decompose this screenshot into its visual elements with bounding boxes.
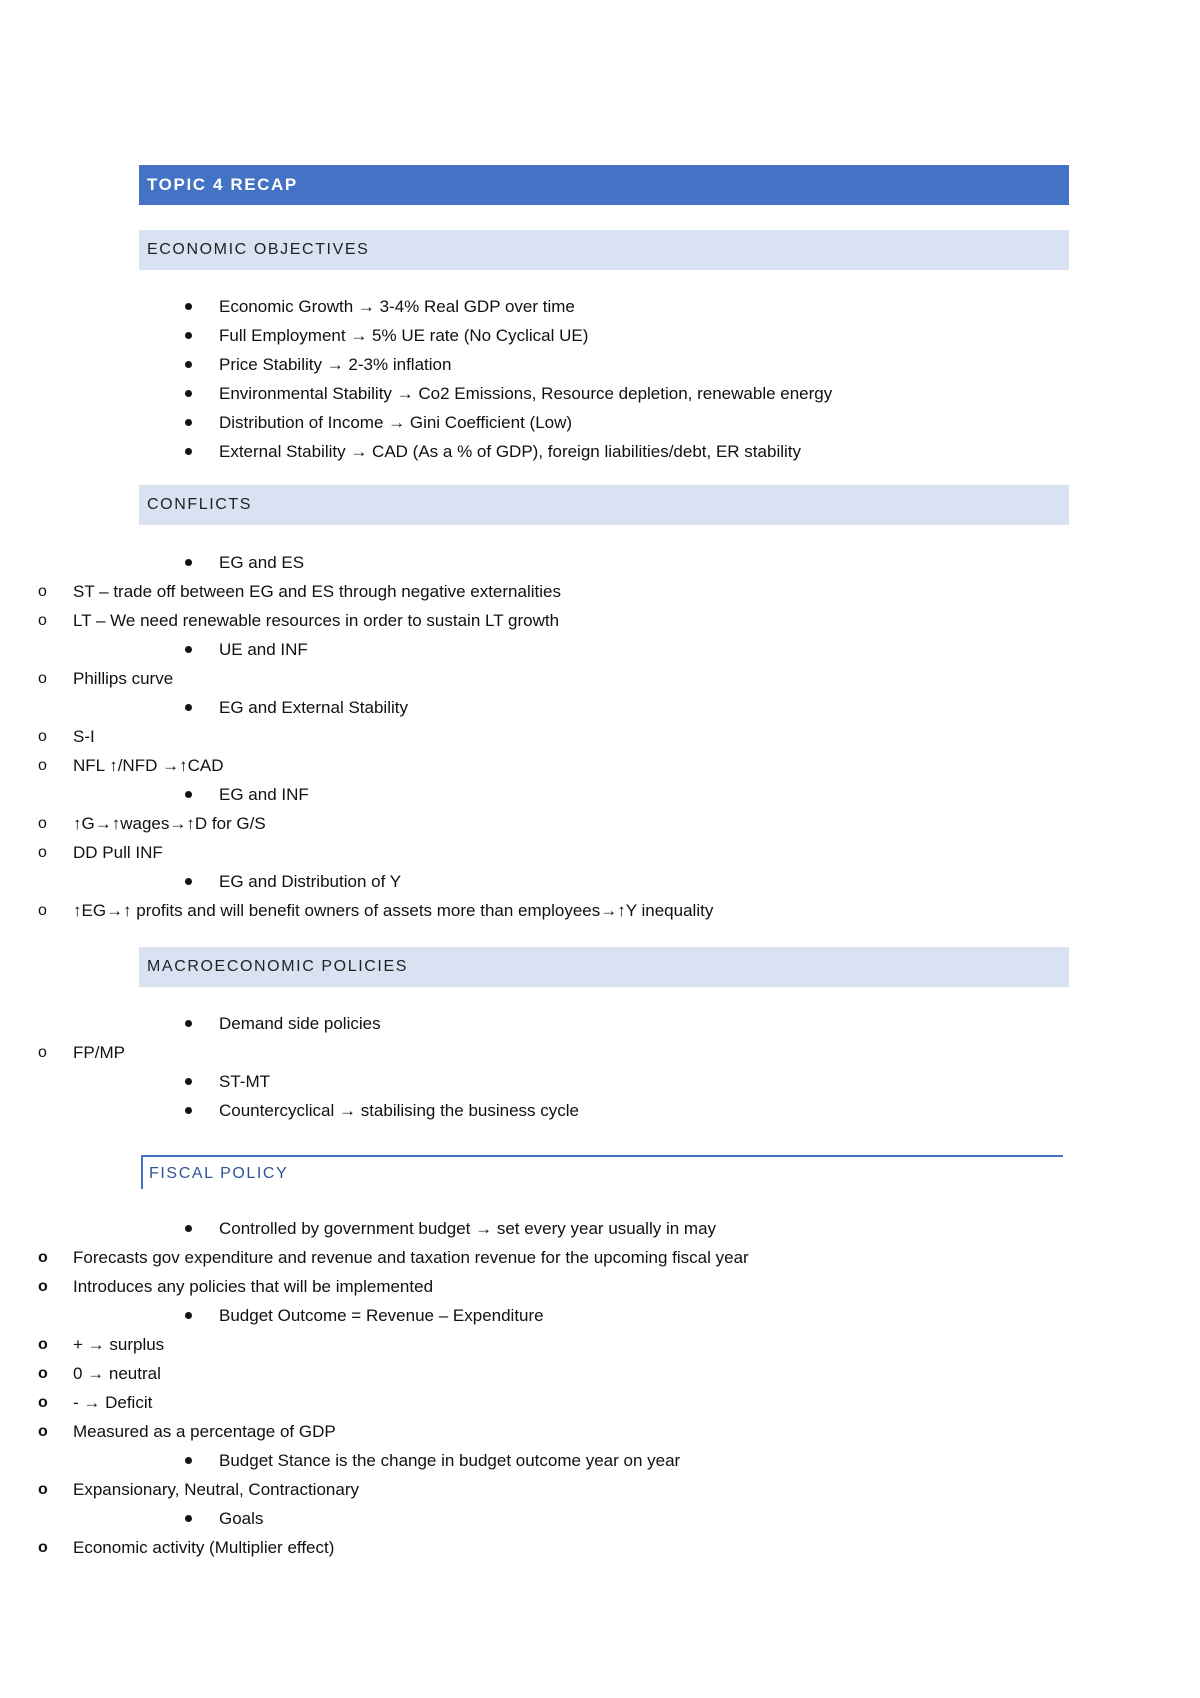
list-fiscal-policy [0,1214,1100,1562]
sublist-item: o + → surplus [0,1330,1100,1359]
sublist [0,896,1100,925]
list-item-label: Countercyclical → stabilising the business cycle [219,1101,579,1120]
list-economic-objectives [0,292,1100,466]
sublist-item: o 0 → neutral [0,1359,1100,1388]
list-item-label: UE and INF [219,640,308,659]
sublist-item: o Expansionary, Neutral, Contractionary [0,1475,1100,1504]
list-item-label: EG and External Stability [219,698,408,717]
list-item: Environmental Stability → Co2 Emissions, Resource depletion, renewable energy [0,379,1100,408]
sublist-item: o Measured as a percentage of GDP [0,1417,1100,1446]
sublist-item: o Introduces any policies that will be implemented [0,1272,1100,1301]
sublist [0,1038,1100,1067]
sublist-item: o - → Deficit [0,1388,1100,1417]
list-item [0,1504,1100,1533]
sublist [0,1330,1100,1446]
sublist [0,1243,1100,1301]
sublist [0,1475,1100,1504]
heading-macroeconomic-policies: MACROECONOMIC POLICIES [139,947,1069,987]
sublist-item: o NFL ↑/NFD →↑CAD [0,751,1100,780]
list-item-label: Demand side policies [219,1014,381,1033]
list-item [0,1067,1100,1096]
list-item-label: ST-MT [219,1072,270,1091]
sublist-item: o ↑EG→↑ profits and will benefit owners of assets more than employees→↑Y inequality [0,896,1100,925]
list-item: Economic Growth → 3-4% Real GDP over time [0,292,1100,321]
sublist [0,577,1100,635]
sublist-item: o ↑G→↑wages→↑D for G/S [0,809,1100,838]
list-item [0,693,1100,722]
list-item-label: Goals [219,1509,264,1528]
list-item: Price Stability → 2-3% inflation [0,350,1100,379]
sublist-item: o LT – We need renewable resources in order to sustain LT growth [0,606,1100,635]
list-macroeconomic-policies [0,1009,1100,1125]
list-item: External Stability → CAD (As a % of GDP), foreign liabilities/debt, ER stability [0,437,1100,466]
heading-economic-objectives: ECONOMIC OBJECTIVES [139,230,1069,270]
document-title: TOPIC 4 RECAP [139,165,1069,205]
sublist-item: o DD Pull INF [0,838,1100,867]
list-item: Full Employment → 5% UE rate (No Cyclical UE) [0,321,1100,350]
list-item [0,1096,1100,1125]
list-item [0,1446,1100,1475]
list-item [0,867,1100,896]
sublist [0,722,1100,780]
sublist [0,664,1100,693]
list-item [0,780,1100,809]
list-item-label: Controlled by government budget → set every year usually in may [219,1219,717,1238]
sublist-item: o Forecasts gov expenditure and revenue and taxation revenue for the upcoming fiscal year [0,1243,1100,1272]
list-item [0,1009,1100,1038]
heading-conflicts: CONFLICTS [139,485,1069,525]
sublist-item: o FP/MP [0,1038,1100,1067]
list-item-label: Budget Outcome = Revenue – Expenditure [219,1306,544,1325]
list-item-label: EG and Distribution of Y [219,872,402,891]
sublist [0,1533,1100,1562]
list-item [0,1301,1100,1330]
heading-fiscal-policy: FISCAL POLICY [141,1155,1063,1189]
sublist-item: o S-I [0,722,1100,751]
sublist-item: o Economic activity (Multiplier effect) [0,1533,1100,1562]
list-item-label: EG and ES [219,553,305,572]
list-item [0,548,1100,577]
list-item [0,1214,1100,1243]
list-item [0,635,1100,664]
list-item: Distribution of Income → Gini Coefficient (Low) [0,408,1100,437]
sublist [0,809,1100,867]
sublist-item: o ST – trade off between EG and ES through negative externalities [0,577,1100,606]
list-item-label: Budget Stance is the change in budget outcome year on year [219,1451,681,1470]
sublist-item: o Phillips curve [0,664,1100,693]
list-item-label: EG and INF [219,785,309,804]
list-conflicts [0,548,1100,925]
